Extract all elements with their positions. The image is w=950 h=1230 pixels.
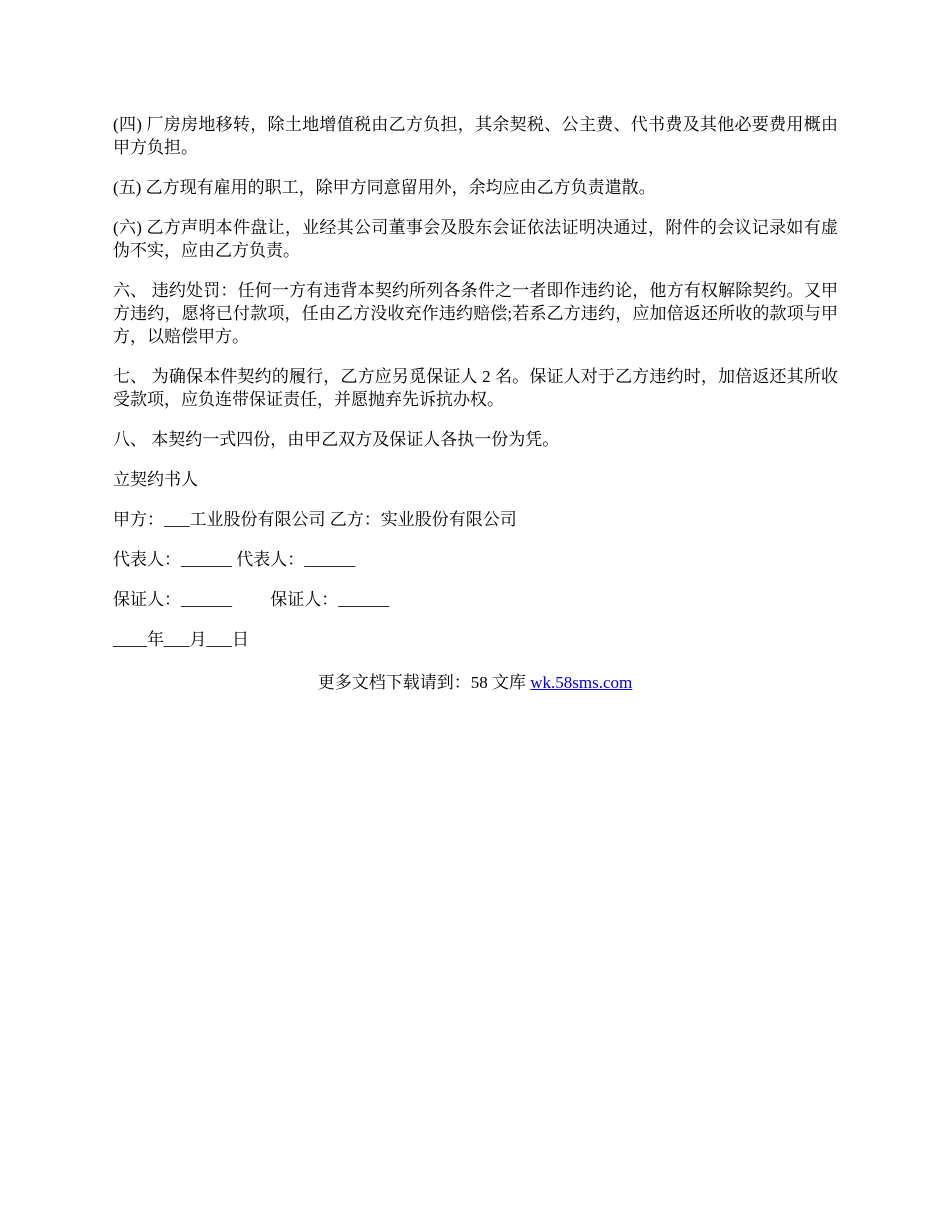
guarantors-line: 保证人：______ 保证人：______ — [113, 590, 390, 609]
copies-paragraph: 八、 本契约一式四份，由甲乙双方及保证人各执一份为凭。 — [113, 430, 560, 449]
signatories-heading: 立契约书人 — [113, 470, 198, 489]
representatives-line: 代表人：______ 代表人：______ — [113, 550, 356, 569]
breach-penalty-paragraph: 六、 违约处罚：任何一方有违背本契约所列各条件之一者即作违约论，他方有权解除契约。又甲方违约，愿将已付款项，任由乙方没收充作违约赔偿;若系乙方违约，应加倍返还所收的款项与甲方，以赔偿甲方。 — [113, 281, 838, 346]
footer-link[interactable]: wk.58sms.com — [530, 673, 633, 692]
date-line: ____年___月___日 — [113, 630, 249, 649]
footer-text: 更多文档下载请到：58 文库 — [317, 673, 531, 692]
parties-line: 甲方：___工业股份有限公司 乙方：实业股份有限公司 — [113, 510, 517, 529]
document-body — [113, 113, 838, 668]
clause-5-paragraph: (五) 乙方现有雇用的职工，除甲方同意留用外，余均应由乙方负责遣散。 — [113, 178, 656, 197]
download-footer — [0, 671, 950, 694]
clause-4-paragraph: (四) 厂房房地移转，除土地增值税由乙方负担，其余契税、公主费、代书费及其他必要费用概由甲方负担。 — [113, 115, 838, 157]
clause-6-paragraph: (六) 乙方声明本件盘让，业经其公司董事会及股东会证依法证明决通过，附件的会议记录如有虚伪不实，应由乙方负责。 — [113, 218, 838, 260]
guarantor-paragraph: 七、 为确保本件契约的履行，乙方应另觅保证人 2 名。保证人对于乙方违约时，加倍返还其所收受款项，应负连带保证责任，并愿抛弃先诉抗办权。 — [113, 367, 838, 409]
